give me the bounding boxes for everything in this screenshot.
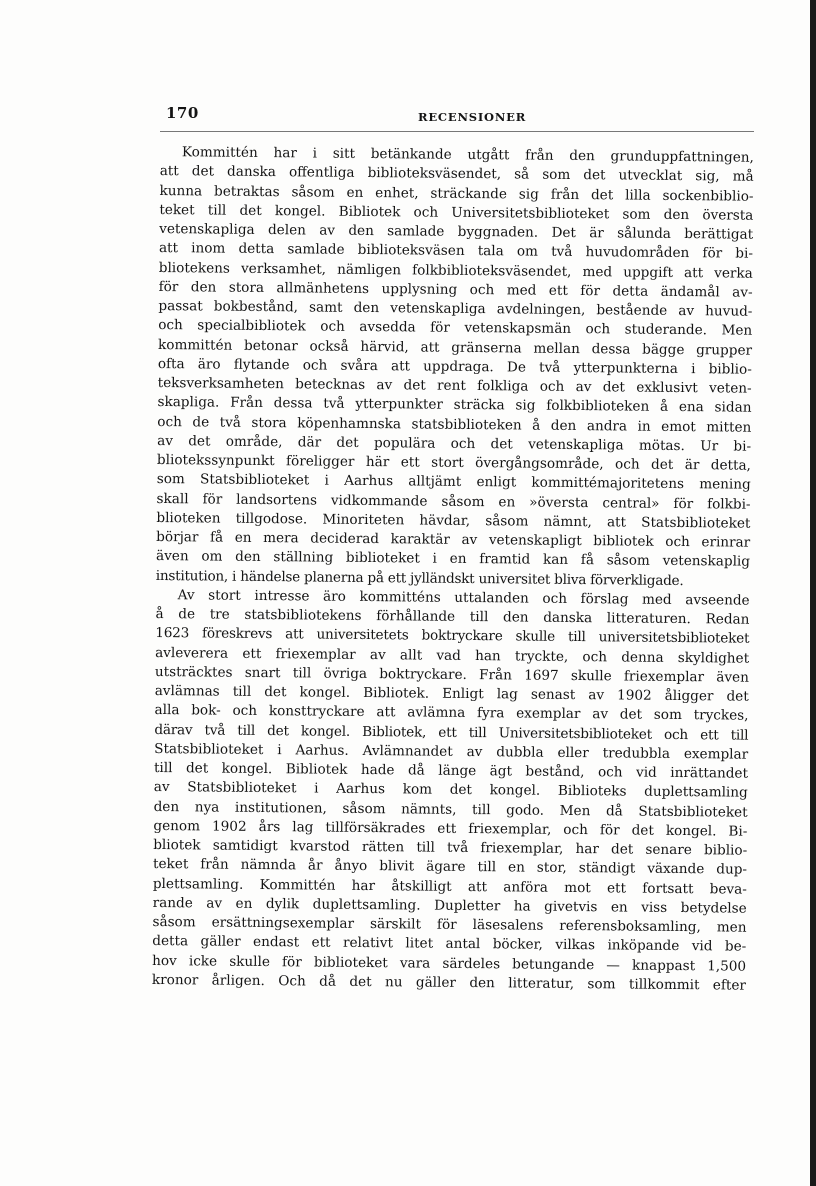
text-line: kronor årligen. Och då det nu gäller den litteratur, som tillkommit efter xyxy=(151,971,747,994)
text-line: vetenskapliga delen av den samlade byggnaden. Det är sålunda berättigat xyxy=(159,220,754,243)
page-header xyxy=(160,100,754,130)
text-line: av det område, där det populära och det vetenskapliga mötas. Ur bi- xyxy=(157,432,752,455)
text-line: å de tre statsbibliotekens förhållande till den danska litteraturen. Redan xyxy=(155,605,750,628)
text-line: Av stort intresse äro kommitténs uttalanden och förslag med avseende xyxy=(177,586,750,609)
header-rule xyxy=(160,131,754,132)
text-line: kommittén betonar också härvid, att gränserna mellan dessa bägge grupper xyxy=(157,336,753,359)
page-number: 170 xyxy=(166,104,199,122)
text-line: plettsamling. Kommittén har åtskilligt att anföra mot ett fortsatt beva- xyxy=(152,875,747,898)
running-title: RECENSIONER xyxy=(418,110,527,124)
text-line: passat bokbestånd, samt den vetenskapliga avdelningen, bestående av huvud- xyxy=(158,297,753,320)
text-line: avleverera ett friexemplar av allt vad han tryckte, och denna skyldighet xyxy=(155,644,750,667)
body-text xyxy=(152,143,754,996)
text-line: teksverksamheten betecknas av det rent folkliga och av det exklusivt veten- xyxy=(157,374,752,397)
text-line: hov icke skulle för biblioteket vara särdeles betungande — knappast 1,500 xyxy=(152,952,747,975)
text-line: till det kongel. Bibliotek hade då länge ägt bestånd, och vid inrättandet xyxy=(153,759,749,782)
text-line: ofta äro flytande och svåra att uppdraga. De två ytterpunkterna i biblio- xyxy=(157,355,752,378)
text-line: skall för landsortens vidkommande såsom en »översta central» för folkbi- xyxy=(156,490,751,513)
text-line: såsom ersättningsexemplar särskilt för läsesalens referensboksamling, men xyxy=(152,913,747,936)
text-line: genom 1902 års lag tillförsäkrades ett friexemplar, och för det kongel. Bi- xyxy=(153,817,748,840)
text-line: blioteken tillgodose. Minoriteten hävdar, såsom nämnt, att Statsbiblioteket xyxy=(156,509,751,532)
text-line: även om den ställning biblioteket i en framtid kan få såsom vetenskaplig xyxy=(155,548,751,570)
text-line: börjar få en mera deciderad karaktär av vetenskapligt bibliotek och erinrar xyxy=(156,528,751,551)
text-line: utsträcktes snart till övriga boktryckare. Från 1697 skulle friexemplar även xyxy=(154,663,749,686)
text-line: kunna betraktas såsom en enhet, sträckande sig från det lilla sockenbiblio- xyxy=(159,182,754,205)
text-line: den nya institutionen, såsom nämnts, till godo. Men då Statsbiblioteket xyxy=(153,798,748,821)
text-line: alla bok- och konsttryckare att avlämna fyra exemplar av det som tryckes, xyxy=(154,702,749,724)
text-line: och de två stora köpenhamnska statsbiblioteken å den andra in emot mitten xyxy=(157,413,752,436)
text-line: bliotek samtidigt kvarstod rätten till två friexemplar, har det senare biblio- xyxy=(153,836,748,859)
text-line: teket från nämnda år ånyo blivit ägare till en stor, ständigt växande dup- xyxy=(152,856,748,878)
text-line: bliotekssynpunkt föreligger här ett stort övergångsområde, och det är detta, xyxy=(156,451,752,474)
text-line: Statsbiblioteket i Aarhus. Avlämnandet av dubbla eller tredubbla exemplar xyxy=(154,740,749,763)
text-line: skapliga. Från dessa två ytterpunkter sträcka sig folkbiblioteken å ena sidan xyxy=(157,394,752,416)
text-line: att inom detta samlade biblioteksväsen tala om två huvudområden för bi- xyxy=(158,240,754,262)
text-line: därav två till det kongel. Bibliotek, ett till Universitetsbiblioteket och ett till xyxy=(154,721,749,744)
text-line: av Statsbiblioteket i Aarhus kom det kongel. Biblioteks duplettsamling xyxy=(153,779,748,801)
text-line: som Statsbiblioteket i Aarhus alltjämt enligt kommittémajoritetens mening xyxy=(156,471,751,493)
text-line: teket till det kongel. Bibliotek och Universitetsbiblioteket som den översta xyxy=(159,201,754,224)
text-line: rande av en dylik duplettsamling. Dupletter ha givetvis en viss betydelse xyxy=(152,894,747,917)
text-line: avlämnas till det kongel. Bibliotek. Enligt lag senast av 1902 åligger det xyxy=(154,682,749,705)
text-line: Kommittén har i sitt betänkande utgått från den grunduppfattningen, xyxy=(181,144,754,166)
text-line: detta gäller endast ett relativt litet antal böcker, vilkas inköpande vid be- xyxy=(152,933,747,955)
scan-edge xyxy=(810,0,816,1186)
text-line: för den stora allmänhetens upplysning och med ett för detta ändamål av- xyxy=(158,278,753,301)
text-line: att det danska offentliga biblioteksväsendet, så som det utvecklat sig, må xyxy=(159,163,754,185)
text-line: bliotekens verksamhet, nämligen folkbiblioteksväsendet, med uppgift att verka xyxy=(158,259,753,282)
text-line: och specialbibliotek och avsedda för vetenskapsmän och studerande. Men xyxy=(158,317,753,339)
text-line: 1623 föreskrevs att universitetets boktryckare skulle till universitetsbiblioteket xyxy=(155,625,750,647)
text-line: institution, i händelse planerna på ett jylländskt universitet bliva förverkligade. xyxy=(155,567,684,589)
